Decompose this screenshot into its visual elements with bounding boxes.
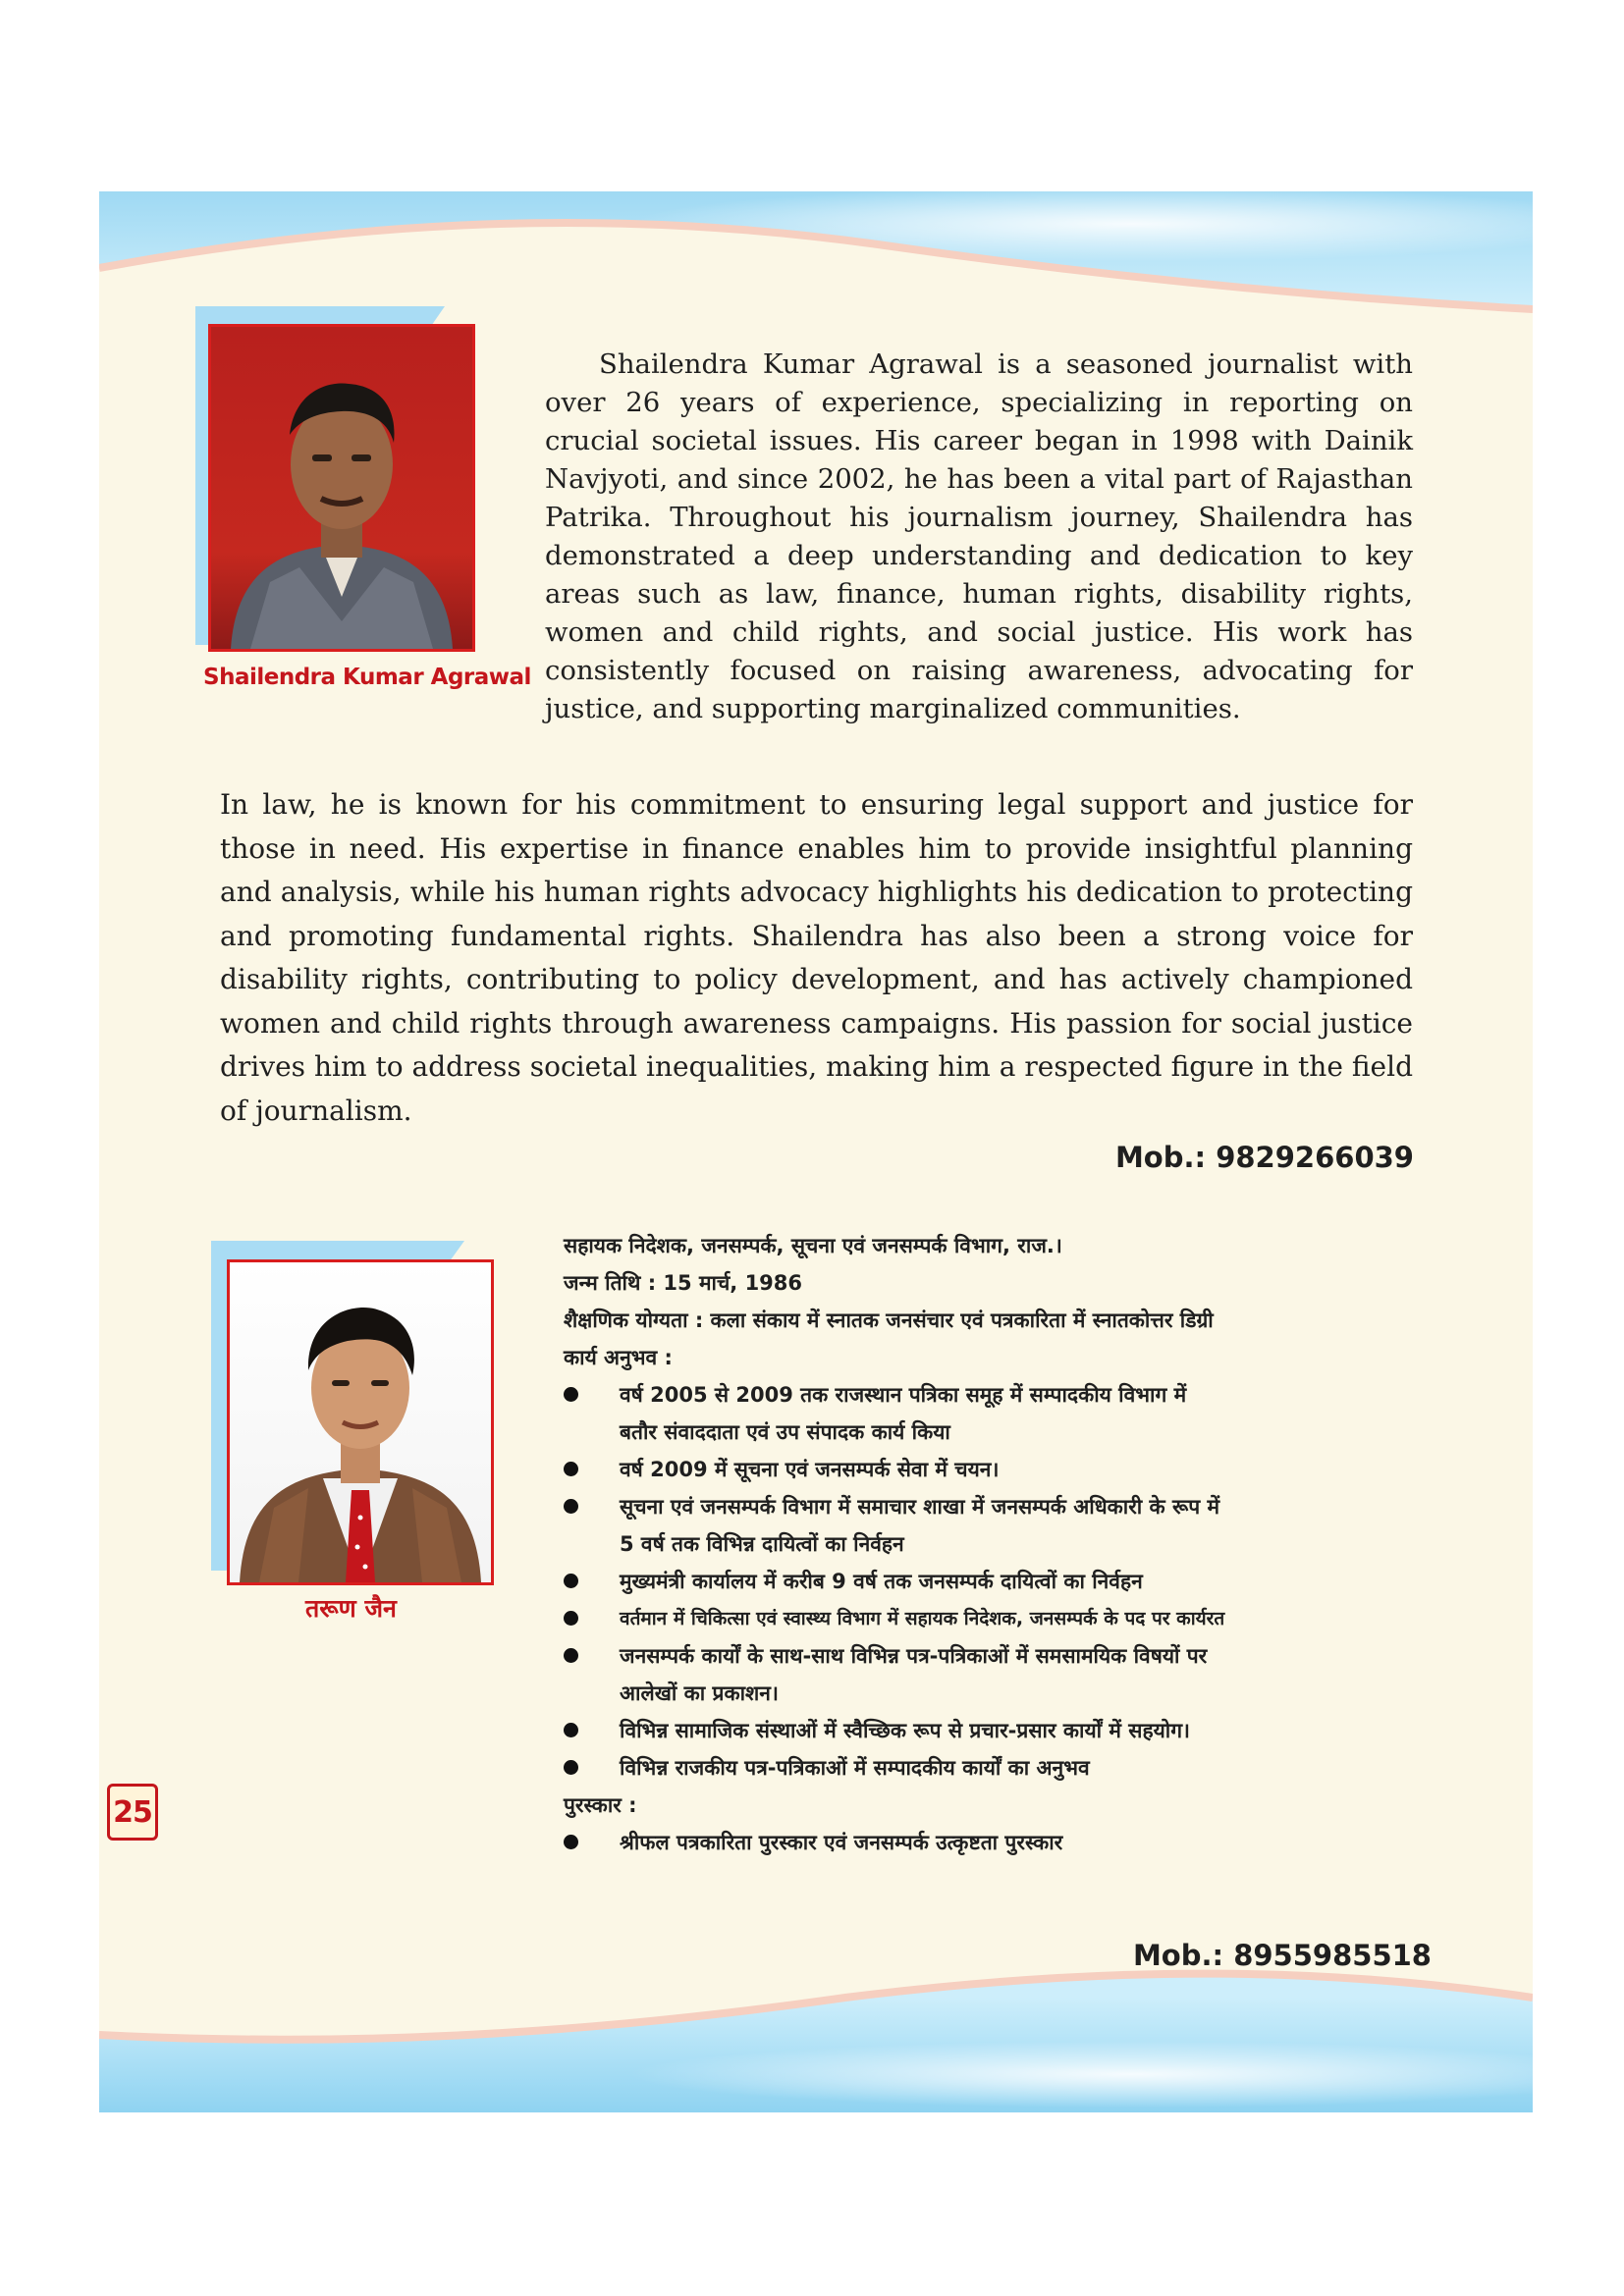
awards-list	[564, 1824, 1428, 1861]
list-item: जनसम्पर्क कार्यों के साथ-साथ विभिन्न पत्र-पत्रिकाओं में समसामयिक विषयों पर आलेखों का प्रकाशन।	[564, 1637, 1428, 1712]
page-number: 25	[107, 1784, 158, 1841]
profile1-bio-intro: Shailendra Kumar Agrawal is a seasoned journalist with over 26 years of experience, specializing in reporting on crucial societal issues. His career began in 1998 with Dainik Navjyoti, and since 2002, he has been a vital part of Rajasthan Patrika. Throughout his journalism journey, Shailendra has demonstrated a deep understanding and dedication to key areas such as law, finance, human rights, disability rights, women and child rights, and social justice. His work has consistently focused on raising awareness, advocating for justice, and supporting marginalized communities.	[545, 348, 1413, 724]
bullet-icon	[564, 1574, 578, 1588]
bullet-icon	[564, 1835, 578, 1849]
profile2-mobile: Mob.: 8955985518	[1132, 1939, 1432, 1972]
profile2-education: शैक्षणिक योग्यता : कला संकाय में स्नातक जनसंचार एवं पत्रकारिता में स्नातकोत्तर डिग्री	[564, 1308, 1214, 1332]
profile2-photo	[227, 1259, 494, 1585]
experience-list	[564, 1376, 1428, 1787]
list-item: विभिन्न राजकीय पत्र-पत्रिकाओं में सम्पादकीय कार्यों का अनुभव	[564, 1749, 1428, 1787]
bullet-icon	[564, 1462, 578, 1476]
bullet-icon	[564, 1387, 578, 1402]
profile1-photo	[208, 324, 475, 652]
bullet-icon	[564, 1723, 578, 1737]
person-portrait-icon	[211, 327, 472, 649]
bullet-icon	[564, 1611, 578, 1626]
list-item: वर्तमान में चिकित्सा एवं स्वास्थ्य विभाग में सहायक निदेशक, जनसम्पर्क के पद पर कार्यरत	[564, 1600, 1428, 1637]
list-item: सूचना एवं जनसम्पर्क विभाग में समाचार शाखा में जनसम्पर्क अधिकारी के रूप में 5 वर्ष तक विभिन्न दायित्वों का निर्वहन	[564, 1488, 1428, 1563]
bullet-icon	[564, 1648, 578, 1663]
list-item: विभिन्न सामाजिक संस्थाओं में स्वैच्छिक रूप से प्रचार-प्रसार कार्यों में सहयोग।	[564, 1712, 1428, 1749]
profile2-details	[564, 1227, 1428, 1861]
experience-heading: कार्य अनुभव :	[564, 1346, 673, 1369]
awards-heading: पुरस्कार :	[564, 1793, 637, 1817]
profile2-designation: सहायक निदेशक, जनसम्पर्क, सूचना एवं जनसम्पर्क विभाग, राज.।	[564, 1234, 1062, 1257]
list-item: वर्ष 2005 से 2009 तक राजस्थान पत्रिका समूह में सम्पादकीय विभाग में बतौर संवाददाता एवं उप संपादक कार्य किया	[564, 1376, 1428, 1451]
list-item: मुख्यमंत्री कार्यालय में करीब 9 वर्ष तक जनसम्पर्क दायित्वों का निर्वहन	[564, 1563, 1428, 1600]
profile1-mobile: Mob.: 9829266039	[1114, 1141, 1414, 1174]
bullet-icon	[564, 1760, 578, 1775]
person-portrait-icon	[230, 1262, 491, 1582]
profile2-caption: तरूण जैन	[305, 1594, 397, 1623]
profile2-dob: जन्म तिथि : 15 मार्च, 1986	[564, 1271, 803, 1295]
list-item: वर्ष 2009 में सूचना एवं जनसम्पर्क सेवा में चयन।	[564, 1451, 1428, 1488]
bullet-icon	[564, 1499, 578, 1514]
profile1-caption: Shailendra Kumar Agrawal	[203, 665, 531, 690]
list-item: श्रीफल पत्रकारिता पुरस्कार एवं जनसम्पर्क उत्कृष्टता पुरस्कार	[564, 1824, 1428, 1861]
profile1-bio-body: In law, he is known for his commitment to ensuring legal support and justice for those in need. His expertise in finance enables him to provide insightful planning and analysis, while his human rights advocacy highlights his dedication to protecting and promoting fundamental rights. Shailendra has also been a strong voice for disability rights, contributing to policy development, and has actively championed women and child rights through awareness campaigns. His passion for social justice drives him to address societal inequalities, making him a respected figure in the field of journalism.	[220, 788, 1413, 1127]
